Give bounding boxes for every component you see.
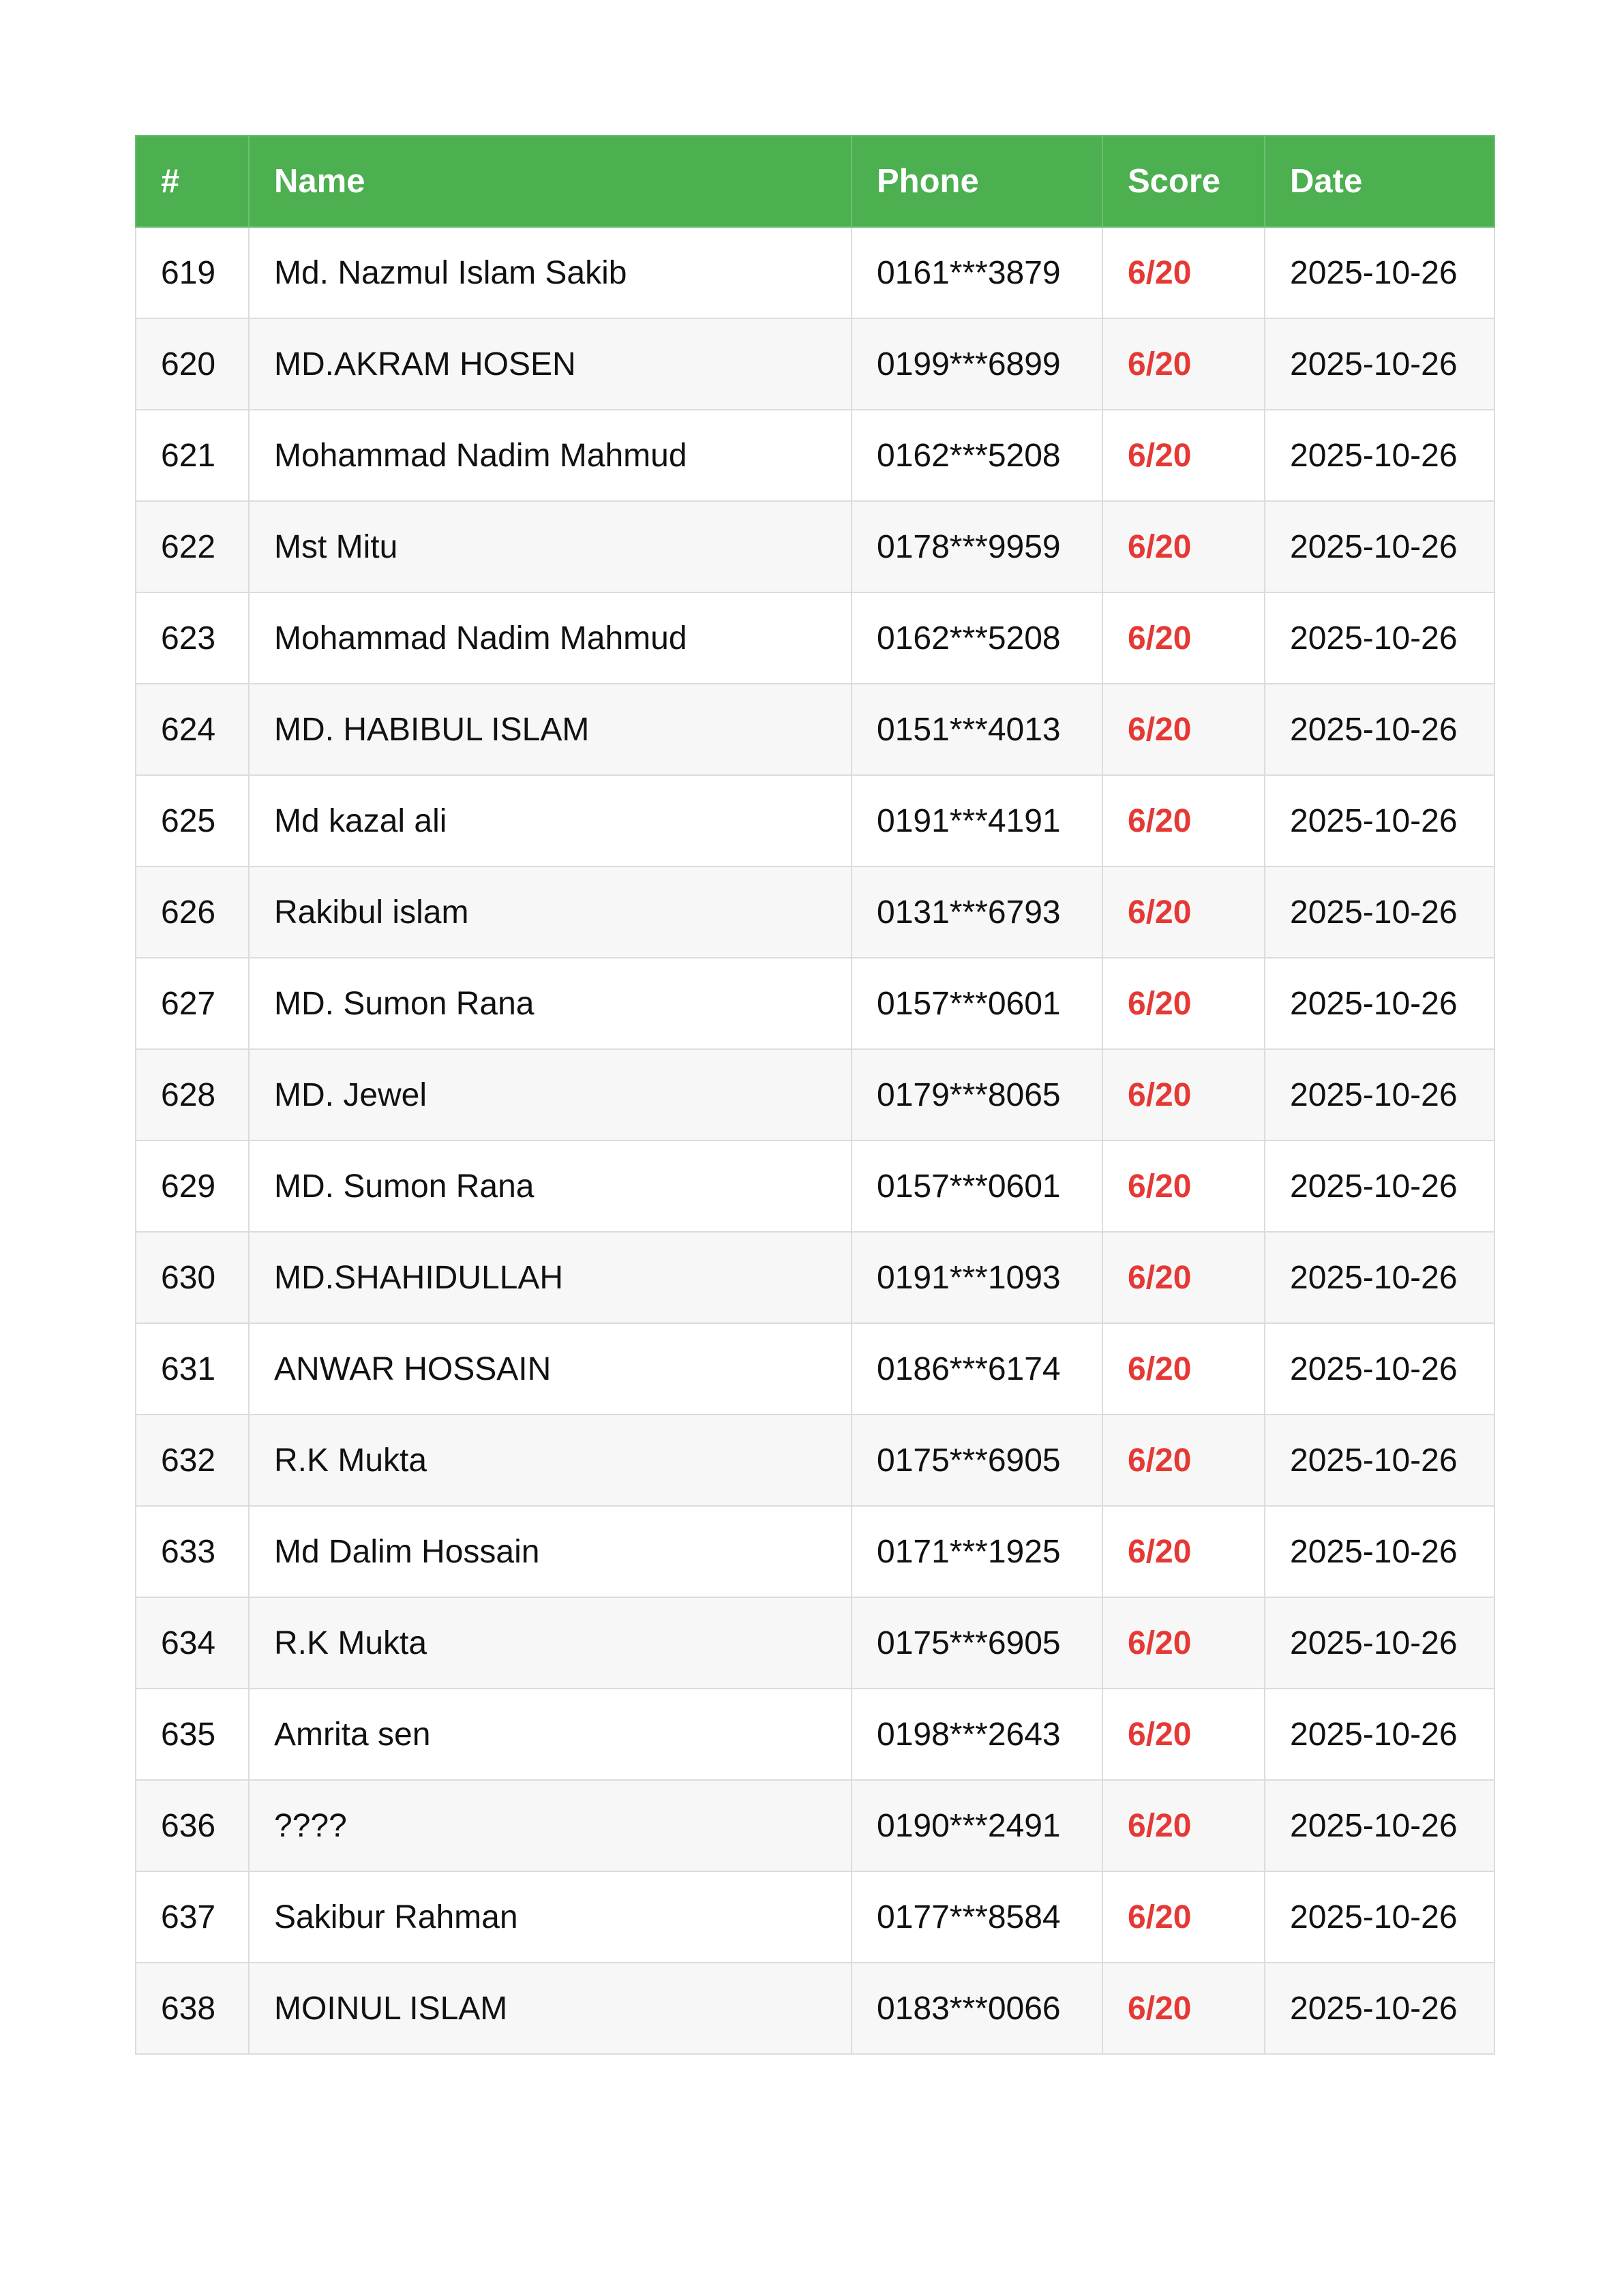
phone-cell: 0190***2491 (852, 1780, 1102, 1871)
name-cell: MD. Jewel (249, 1049, 852, 1141)
name-cell: Sakibur Rahman (249, 1871, 852, 1963)
score-cell: 6/20 (1102, 684, 1265, 775)
name-cell: Md kazal ali (249, 775, 852, 866)
column-header-name: Name (249, 136, 852, 227)
date-cell: 2025-10-26 (1265, 1232, 1494, 1323)
score-cell: 6/20 (1102, 1780, 1265, 1871)
score-cell: 6/20 (1102, 410, 1265, 501)
date-cell: 2025-10-26 (1265, 866, 1494, 958)
column-header-number: # (136, 136, 249, 227)
phone-cell: 0178***9959 (852, 501, 1102, 592)
date-cell: 2025-10-26 (1265, 1871, 1494, 1963)
results-table (135, 135, 1495, 2055)
name-cell: MD.SHAHIDULLAH (249, 1232, 852, 1323)
score-cell: 6/20 (1102, 501, 1265, 592)
row-number-cell: 632 (136, 1415, 249, 1506)
phone-cell: 0191***4191 (852, 775, 1102, 866)
phone-cell: 0198***2643 (852, 1689, 1102, 1780)
table-row (136, 318, 1494, 410)
score-cell: 6/20 (1102, 775, 1265, 866)
score-cell: 6/20 (1102, 1506, 1265, 1597)
table-row (136, 1689, 1494, 1780)
score-cell: 6/20 (1102, 1963, 1265, 2054)
score-cell: 6/20 (1102, 866, 1265, 958)
score-cell: 6/20 (1102, 958, 1265, 1049)
table-row (136, 958, 1494, 1049)
date-cell: 2025-10-26 (1265, 1049, 1494, 1141)
date-cell: 2025-10-26 (1265, 1141, 1494, 1232)
table-row (136, 1871, 1494, 1963)
score-cell: 6/20 (1102, 318, 1265, 410)
row-number-cell: 633 (136, 1506, 249, 1597)
header-row (136, 136, 1494, 227)
date-cell: 2025-10-26 (1265, 1323, 1494, 1415)
name-cell: R.K Mukta (249, 1597, 852, 1689)
phone-cell: 0177***8584 (852, 1871, 1102, 1963)
phone-cell: 0157***0601 (852, 1141, 1102, 1232)
table-row (136, 1506, 1494, 1597)
phone-cell: 0161***3879 (852, 227, 1102, 318)
name-cell: MD. Sumon Rana (249, 1141, 852, 1232)
date-cell: 2025-10-26 (1265, 684, 1494, 775)
date-cell: 2025-10-26 (1265, 1415, 1494, 1506)
table-row (136, 1963, 1494, 2054)
row-number-cell: 628 (136, 1049, 249, 1141)
phone-cell: 0183***0066 (852, 1963, 1102, 2054)
date-cell: 2025-10-26 (1265, 1780, 1494, 1871)
phone-cell: 0151***4013 (852, 684, 1102, 775)
row-number-cell: 622 (136, 501, 249, 592)
table-row (136, 1415, 1494, 1506)
row-number-cell: 638 (136, 1963, 249, 2054)
name-cell: Mohammad Nadim Mahmud (249, 592, 852, 684)
name-cell: MD. HABIBUL ISLAM (249, 684, 852, 775)
table-row (136, 1323, 1494, 1415)
phone-cell: 0175***6905 (852, 1415, 1102, 1506)
column-header-score: Score (1102, 136, 1265, 227)
row-number-cell: 634 (136, 1597, 249, 1689)
date-cell: 2025-10-26 (1265, 1963, 1494, 2054)
row-number-cell: 637 (136, 1871, 249, 1963)
row-number-cell: 624 (136, 684, 249, 775)
row-number-cell: 636 (136, 1780, 249, 1871)
date-cell: 2025-10-26 (1265, 958, 1494, 1049)
row-number-cell: 635 (136, 1689, 249, 1780)
name-cell: ANWAR HOSSAIN (249, 1323, 852, 1415)
date-cell: 2025-10-26 (1265, 501, 1494, 592)
table-row (136, 227, 1494, 318)
name-cell: Amrita sen (249, 1689, 852, 1780)
score-cell: 6/20 (1102, 1049, 1265, 1141)
score-cell: 6/20 (1102, 1689, 1265, 1780)
column-header-date: Date (1265, 136, 1494, 227)
phone-cell: 0171***1925 (852, 1506, 1102, 1597)
table-row (136, 1597, 1494, 1689)
row-number-cell: 627 (136, 958, 249, 1049)
date-cell: 2025-10-26 (1265, 775, 1494, 866)
score-cell: 6/20 (1102, 227, 1265, 318)
phone-cell: 0191***1093 (852, 1232, 1102, 1323)
table-row (136, 1780, 1494, 1871)
table-row (136, 1232, 1494, 1323)
row-number-cell: 621 (136, 410, 249, 501)
phone-cell: 0131***6793 (852, 866, 1102, 958)
table-row (136, 501, 1494, 592)
row-number-cell: 619 (136, 227, 249, 318)
row-number-cell: 631 (136, 1323, 249, 1415)
score-cell: 6/20 (1102, 1871, 1265, 1963)
name-cell: MD. Sumon Rana (249, 958, 852, 1049)
name-cell: MD.AKRAM HOSEN (249, 318, 852, 410)
score-cell: 6/20 (1102, 1415, 1265, 1506)
phone-cell: 0162***5208 (852, 410, 1102, 501)
table-body (136, 227, 1494, 2054)
name-cell: MOINUL ISLAM (249, 1963, 852, 2054)
score-cell: 6/20 (1102, 1141, 1265, 1232)
date-cell: 2025-10-26 (1265, 410, 1494, 501)
column-header-phone: Phone (852, 136, 1102, 227)
date-cell: 2025-10-26 (1265, 227, 1494, 318)
table-row (136, 866, 1494, 958)
row-number-cell: 625 (136, 775, 249, 866)
table-row (136, 1049, 1494, 1141)
score-cell: 6/20 (1102, 1323, 1265, 1415)
table-row (136, 1141, 1494, 1232)
row-number-cell: 623 (136, 592, 249, 684)
table-row (136, 592, 1494, 684)
phone-cell: 0199***6899 (852, 318, 1102, 410)
date-cell: 2025-10-26 (1265, 1506, 1494, 1597)
row-number-cell: 630 (136, 1232, 249, 1323)
phone-cell: 0179***8065 (852, 1049, 1102, 1141)
name-cell: R.K Mukta (249, 1415, 852, 1506)
name-cell: ???? (249, 1780, 852, 1871)
phone-cell: 0162***5208 (852, 592, 1102, 684)
phone-cell: 0175***6905 (852, 1597, 1102, 1689)
name-cell: Rakibul islam (249, 866, 852, 958)
name-cell: Md. Nazmul Islam Sakib (249, 227, 852, 318)
table-row (136, 684, 1494, 775)
row-number-cell: 620 (136, 318, 249, 410)
table-row (136, 410, 1494, 501)
row-number-cell: 629 (136, 1141, 249, 1232)
row-number-cell: 626 (136, 866, 249, 958)
phone-cell: 0186***6174 (852, 1323, 1102, 1415)
table-row (136, 775, 1494, 866)
name-cell: Mst Mitu (249, 501, 852, 592)
date-cell: 2025-10-26 (1265, 1689, 1494, 1780)
date-cell: 2025-10-26 (1265, 318, 1494, 410)
name-cell: Mohammad Nadim Mahmud (249, 410, 852, 501)
score-cell: 6/20 (1102, 592, 1265, 684)
name-cell: Md Dalim Hossain (249, 1506, 852, 1597)
score-cell: 6/20 (1102, 1232, 1265, 1323)
date-cell: 2025-10-26 (1265, 1597, 1494, 1689)
table-header (136, 136, 1494, 227)
date-cell: 2025-10-26 (1265, 592, 1494, 684)
score-cell: 6/20 (1102, 1597, 1265, 1689)
phone-cell: 0157***0601 (852, 958, 1102, 1049)
